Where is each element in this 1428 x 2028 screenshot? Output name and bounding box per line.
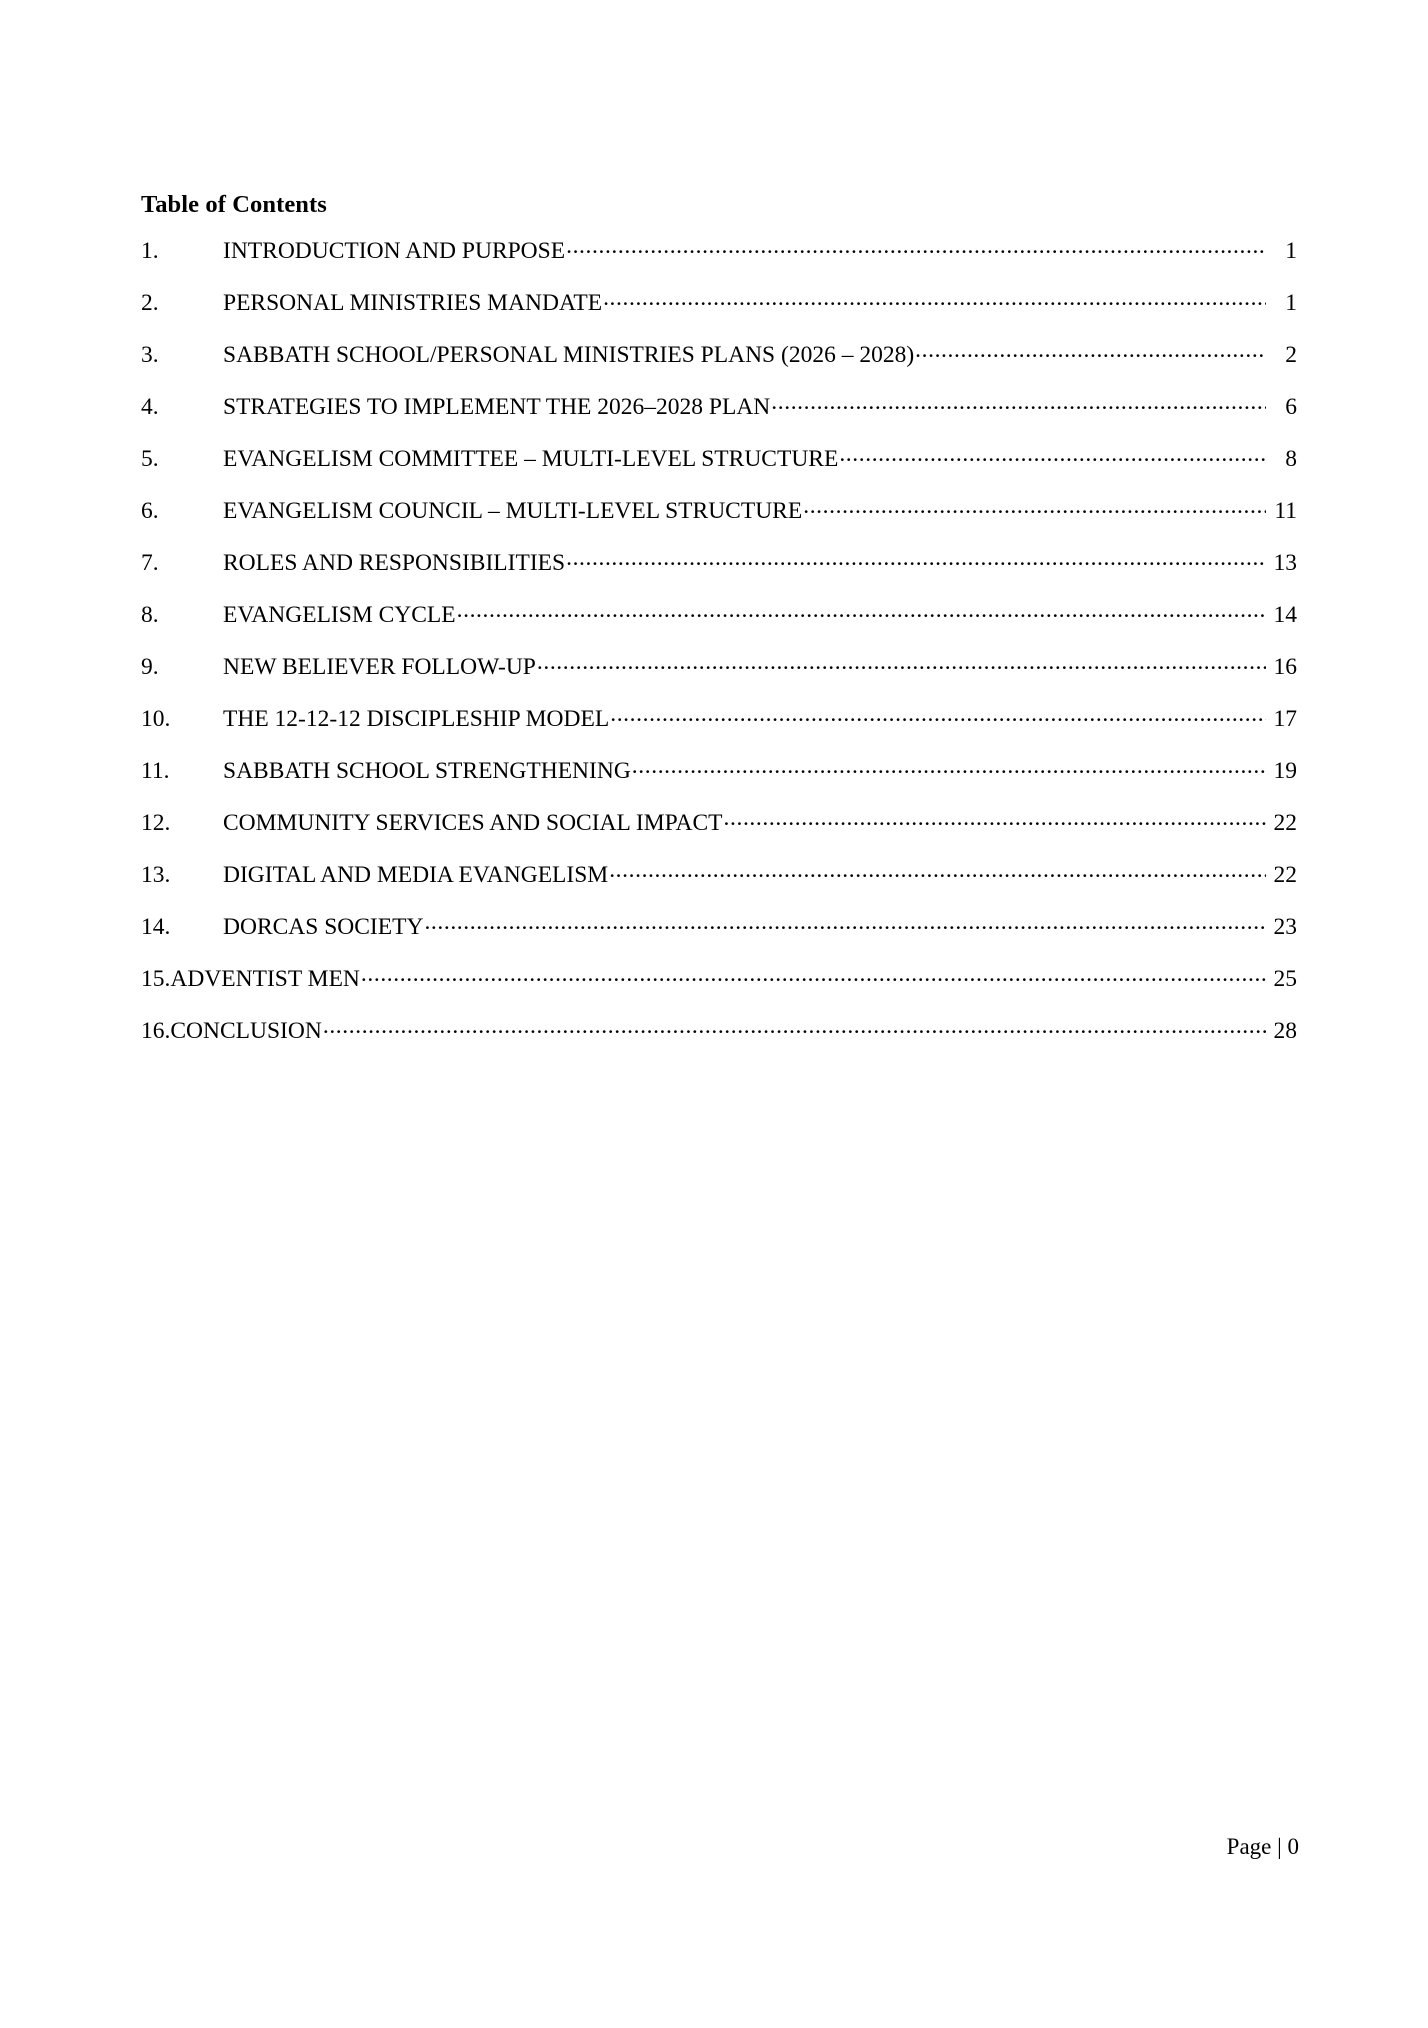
toc-entry-title: EVANGELISM COMMITTEE – MULTI-LEVEL STRUCTURE xyxy=(223,446,839,473)
toc-entry-number: 12. xyxy=(141,810,171,837)
toc-entry[interactable] xyxy=(141,275,1297,327)
toc-leader-dots xyxy=(724,807,1266,831)
toc-leader-dots xyxy=(457,599,1266,623)
toc-leader-dots xyxy=(839,443,1266,467)
toc-entry[interactable] xyxy=(141,743,1297,795)
toc-entry-page-number: 17 xyxy=(1273,706,1297,733)
toc-entry-page-number: 16 xyxy=(1273,654,1297,681)
toc-entry-title: EVANGELISM CYCLE xyxy=(223,602,456,629)
toc-entry-page-number: 25 xyxy=(1273,966,1297,993)
toc-entry[interactable] xyxy=(141,795,1297,847)
toc-entry-title: DIGITAL AND MEDIA EVANGELISM xyxy=(223,862,609,889)
toc-leader-dots xyxy=(323,1015,1266,1039)
toc-entry[interactable] xyxy=(141,587,1297,639)
toc-leader-dots xyxy=(537,651,1266,675)
toc-entry-number: 8. xyxy=(141,602,159,629)
toc-entry-number: 16. xyxy=(141,1018,171,1045)
toc-entry-title: STRATEGIES TO IMPLEMENT THE 2026–2028 PLAN xyxy=(223,394,771,421)
toc-entry-title: DORCAS SOCIETY xyxy=(223,914,424,941)
toc-entry-number: 4. xyxy=(141,394,159,421)
toc-entry-page-number: 2 xyxy=(1285,342,1297,369)
toc-leader-dots xyxy=(632,755,1266,779)
toc-entry-number: 1. xyxy=(141,238,159,265)
toc-entry-page-number: 28 xyxy=(1273,1018,1297,1045)
toc-entry[interactable] xyxy=(141,483,1297,535)
toc-entry-title: EVANGELISM COUNCIL – MULTI-LEVEL STRUCTURE xyxy=(223,498,803,525)
toc-entry-title: CONCLUSION xyxy=(170,1018,322,1045)
toc-entry[interactable] xyxy=(141,899,1297,951)
toc-entry-title: SABBATH SCHOOL/PERSONAL MINISTRIES PLANS (2026 – 2028) xyxy=(223,342,915,369)
toc-list xyxy=(141,223,1297,1055)
toc-entry[interactable] xyxy=(141,691,1297,743)
toc-entry-number: 13. xyxy=(141,862,171,889)
toc-entry-page-number: 22 xyxy=(1273,810,1297,837)
toc-entry[interactable] xyxy=(141,223,1297,275)
toc-entry-page-number: 8 xyxy=(1285,446,1297,473)
toc-entry-number: 7. xyxy=(141,550,159,577)
toc-leader-dots xyxy=(361,963,1266,987)
toc-entry[interactable] xyxy=(141,327,1297,379)
toc-entry-title: INTRODUCTION AND PURPOSE xyxy=(223,238,566,265)
toc-entry-page-number: 19 xyxy=(1273,758,1297,785)
toc-entry-page-number: 1 xyxy=(1285,238,1297,265)
toc-entry-number: 3. xyxy=(141,342,159,369)
toc-leader-dots xyxy=(771,391,1266,415)
toc-entry-title: SABBATH SCHOOL STRENGTHENING xyxy=(223,758,631,785)
toc-entry-number: 9. xyxy=(141,654,159,681)
toc-entry-number: 11. xyxy=(141,758,170,785)
toc-entry-number: 10. xyxy=(141,706,171,733)
toc-leader-dots xyxy=(609,859,1266,883)
toc-leader-dots xyxy=(603,287,1266,311)
toc-entry[interactable] xyxy=(141,639,1297,691)
toc-leader-dots xyxy=(610,703,1266,727)
toc-leader-dots xyxy=(566,547,1266,571)
toc-entry-title: COMMUNITY SERVICES AND SOCIAL IMPACT xyxy=(223,810,723,837)
toc-entry-number: 6. xyxy=(141,498,159,525)
toc-entry-page-number: 22 xyxy=(1273,862,1297,889)
toc-entry-number: 5. xyxy=(141,446,159,473)
toc-entry-title: THE 12-12-12 DISCIPLESHIP MODEL xyxy=(223,706,610,733)
page-title: Table of Contents xyxy=(141,191,327,218)
toc-entry-number: 2. xyxy=(141,290,159,317)
toc-entry-page-number: 1 xyxy=(1285,290,1297,317)
toc-entry[interactable] xyxy=(141,431,1297,483)
toc-entry-page-number: 11 xyxy=(1274,498,1297,525)
toc-entry[interactable] xyxy=(141,379,1297,431)
toc-entry-page-number: 13 xyxy=(1273,550,1297,577)
toc-entry-number: 14. xyxy=(141,914,171,941)
toc-entry-title: ROLES AND RESPONSIBILITIES xyxy=(223,550,566,577)
page-footer: Page | 0 xyxy=(1226,1834,1299,1859)
toc-entry-title: NEW BELIEVER FOLLOW-UP xyxy=(223,654,536,681)
toc-leader-dots xyxy=(566,235,1266,259)
toc-entry-number: 15. xyxy=(141,966,171,993)
table-of-contents xyxy=(141,190,1297,1055)
toc-leader-dots xyxy=(915,339,1266,363)
toc-entry[interactable] xyxy=(141,847,1297,899)
toc-entry[interactable] xyxy=(141,951,1297,1003)
toc-entry[interactable] xyxy=(141,535,1297,587)
toc-entry-page-number: 23 xyxy=(1273,914,1297,941)
toc-entry-title: PERSONAL MINISTRIES MANDATE xyxy=(223,290,603,317)
toc-leader-dots xyxy=(803,495,1266,519)
toc-leader-dots xyxy=(424,911,1266,935)
toc-entry[interactable] xyxy=(141,1003,1297,1055)
toc-entry-page-number: 14 xyxy=(1273,602,1297,629)
toc-entry-page-number: 6 xyxy=(1285,394,1297,421)
toc-entry-title: ADVENTIST MEN xyxy=(170,966,360,993)
